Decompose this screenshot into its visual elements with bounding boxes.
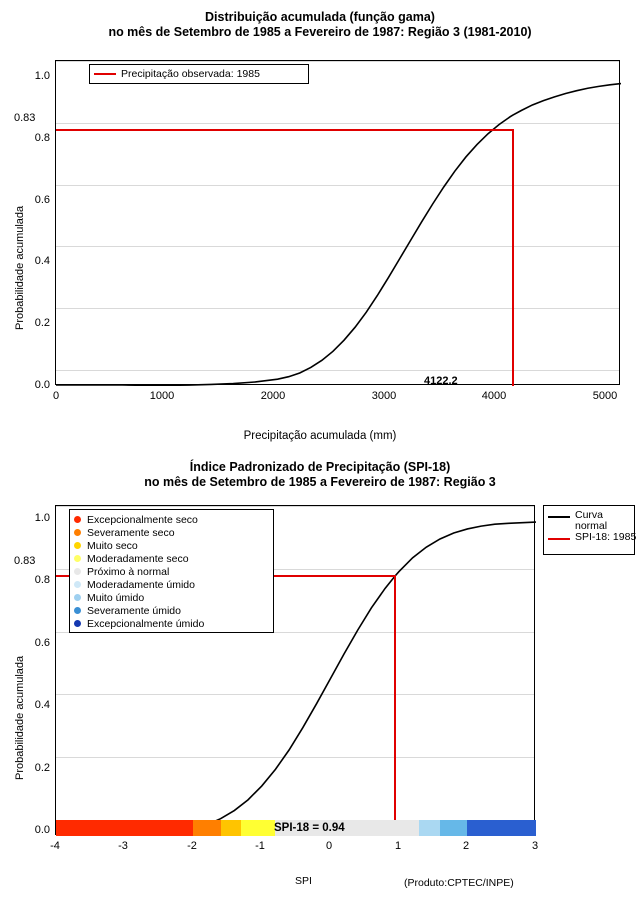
legend-item-label: Severamente seco xyxy=(87,526,175,539)
x-tick-label: 0 xyxy=(325,840,333,852)
spi-value-label: SPI-18 = 0.94 xyxy=(274,822,345,834)
legend-item xyxy=(70,578,273,591)
y-tick-label: 0.8 xyxy=(34,574,50,586)
gamma-cdf-curve xyxy=(56,61,621,386)
legend-top xyxy=(89,64,309,84)
y-tick-label: 0.4 xyxy=(34,699,50,711)
legend-item xyxy=(70,565,273,578)
y-tick-label: 0.0 xyxy=(34,379,50,391)
marker-line-vertical-bottom xyxy=(394,575,396,836)
legend-item-label: Muito úmido xyxy=(87,591,145,604)
legend-item xyxy=(70,591,273,604)
legend-item-label: Moderadamente seco xyxy=(87,552,189,565)
x-tick-label: -1 xyxy=(255,840,265,852)
legend-item-label: SPI-18: 1985 xyxy=(575,531,637,543)
x-axis-label-bottom: SPI xyxy=(295,875,312,887)
legend-item xyxy=(70,513,273,526)
legend-color-dot xyxy=(74,581,81,588)
y-marker-label-bottom: 0.83 xyxy=(14,555,36,567)
chart-title-top xyxy=(0,10,640,40)
legend-color-dot xyxy=(74,607,81,614)
legend-item-label: Muito seco xyxy=(87,539,138,552)
legend-color-dot xyxy=(74,529,81,536)
chart-title-top-line2: no mês de Setembro de 1985 a Fevereiro de 1987: Região 3 (1981-2010) xyxy=(108,25,532,39)
y-tick-label: 0.6 xyxy=(34,194,50,206)
legend-curve-right xyxy=(543,505,635,555)
chart-panel-spi xyxy=(0,450,640,900)
legend-color-dot xyxy=(74,620,81,627)
y-tick-label: 0.8 xyxy=(34,132,50,144)
legend-item xyxy=(70,552,273,565)
x-tick-label: 1 xyxy=(394,840,402,852)
credit-label: (Produto:CPTEC/INPE) xyxy=(404,877,514,889)
legend-item xyxy=(544,510,634,532)
legend-color-dot xyxy=(74,542,81,549)
legend-item-label: Severamente úmido xyxy=(87,604,181,617)
y-marker-label-top: 0.83 xyxy=(14,112,36,124)
x-tick-label: 5000 xyxy=(592,390,618,402)
spi-color-segment xyxy=(193,820,220,836)
legend-spi-categories xyxy=(69,509,274,633)
legend-color-dot xyxy=(74,568,81,575)
legend-item xyxy=(544,531,637,554)
y-tick-label: 0.0 xyxy=(34,824,50,836)
y-axis-label-bottom: Probabilidade acumulada xyxy=(14,655,26,780)
legend-item xyxy=(70,539,273,552)
legend-item xyxy=(70,604,273,617)
legend-label-observed: Precipitação observada: 1985 xyxy=(121,68,260,80)
spi-color-segment xyxy=(467,820,536,836)
x-marker-label-top: 4122.2 xyxy=(424,375,458,387)
x-tick-label: 1000 xyxy=(149,390,175,402)
x-tick-label: 2 xyxy=(462,840,470,852)
chart-title-top-line1: Distribuição acumulada (função gama) xyxy=(205,10,435,24)
plot-area-top xyxy=(55,60,620,385)
x-axis-label-top: Precipitação acumulada (mm) xyxy=(243,430,397,442)
y-tick-label: 0.2 xyxy=(34,762,50,774)
x-tick-label: 2000 xyxy=(260,390,286,402)
x-tick-label: -4 xyxy=(50,840,60,852)
x-tick-label: -2 xyxy=(187,840,197,852)
plot-area-bottom xyxy=(55,505,535,835)
spi-color-segment xyxy=(440,820,467,836)
legend-color-dot xyxy=(74,555,81,562)
y-tick-label: 0.6 xyxy=(34,637,50,649)
spi-color-segment xyxy=(419,820,440,836)
x-tick-label: 4000 xyxy=(481,390,507,402)
chart-title-bottom xyxy=(0,460,640,490)
legend-line-swatch xyxy=(548,538,570,540)
x-tick-label: -3 xyxy=(118,840,128,852)
chart-title-bottom-line2: no mês de Setembro de 1985 a Fevereiro de 1987: Região 3 xyxy=(144,475,496,489)
legend-color-dot xyxy=(74,516,81,523)
legend-item-label: Moderadamente úmido xyxy=(87,578,195,591)
legend-item-label: Próximo à normal xyxy=(87,565,170,578)
y-tick-label: 1.0 xyxy=(34,70,50,82)
x-tick-label: 3 xyxy=(531,840,539,852)
legend-line-swatch-observed xyxy=(94,73,116,75)
x-tick-label: 3000 xyxy=(371,390,397,402)
marker-line-horizontal-top xyxy=(56,129,513,131)
y-tick-label: 0.2 xyxy=(34,317,50,329)
legend-color-dot xyxy=(74,594,81,601)
y-tick-label: 1.0 xyxy=(34,512,50,524)
legend-item-label: Excepcionalmente úmido xyxy=(87,617,205,630)
spi-color-segment xyxy=(56,820,193,836)
legend-line-swatch xyxy=(548,516,570,518)
spi-color-segment xyxy=(221,820,242,836)
chart-title-bottom-line1: Índice Padronizado de Precipitação (SPI-18) xyxy=(189,460,451,474)
x-tick-label: 0 xyxy=(52,390,60,402)
legend-item-label: Curva normal xyxy=(575,509,608,532)
legend-item-label: Excepcionalmente seco xyxy=(87,513,198,526)
y-tick-label: 0.4 xyxy=(34,255,50,267)
marker-line-vertical-top xyxy=(512,129,514,386)
legend-item xyxy=(70,617,273,630)
legend-item xyxy=(70,526,273,539)
y-axis-label-top: Probabilidade acumulada xyxy=(14,205,26,330)
spi-color-segment xyxy=(241,820,275,836)
